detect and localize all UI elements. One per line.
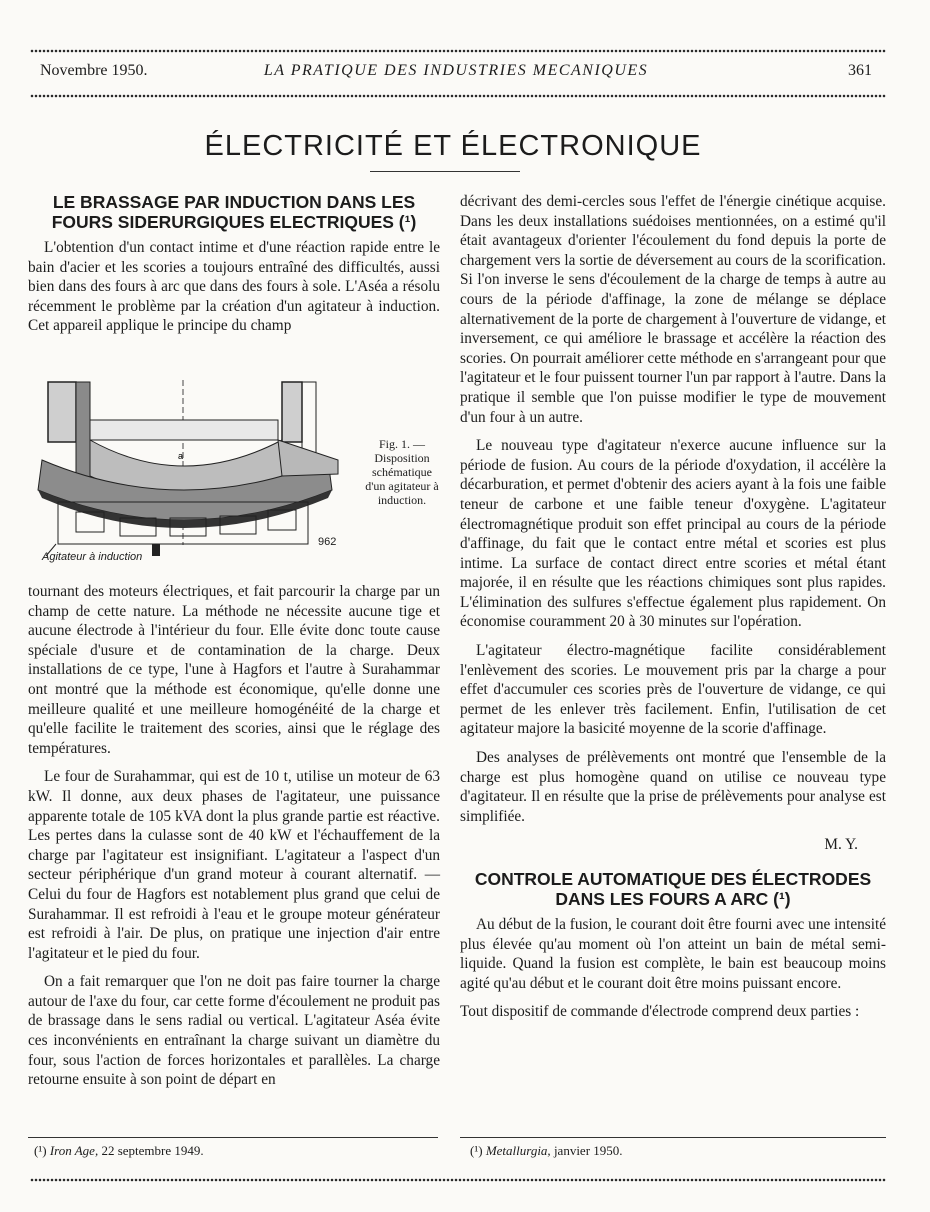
- footnote-date: janvier 1950.: [553, 1143, 623, 1158]
- footnote-date: 22 septembre 1949.: [101, 1143, 204, 1158]
- footnote-mark: (¹): [34, 1143, 47, 1158]
- footnote-left: [34, 1143, 204, 1159]
- footnote-rule-left: [28, 1137, 438, 1138]
- title-rule: [370, 171, 520, 172]
- footnote-mark: (¹): [470, 1143, 483, 1158]
- figure-label-a: a: [178, 451, 184, 461]
- article1-paragraph: décrivant des demi-cercles sous l'effet de l'énergie cinétique acquise. Dans les deux installations suédoises mentionnées, on a estimé qu'il était avantageux d'orienter l'écoulement du fond depuis la porte de chargement vers la sortie de déversement au cours de la scorification. Si l'on inverse le sens d'écoulement de la charge de temps à autre au cours de la période d'affinage, la zone de mélange se déplace alternativement de la porte de chargement à l'ouverture de vidange, et inversement, ce qui améliore le brassage et accélère la réaction des scories. On pourrait améliorer cette méthode en s'arrangeant pour que l'agitateur et le four puissent tourner l'un par rapport à l'autre. Dans la pratique il semble que l'on puisse modifier le type de mouvement d'un four à un autre.: [460, 193, 886, 426]
- section-title: ÉLECTRICITÉ ET ÉLECTRONIQUE: [204, 130, 702, 162]
- figure-label-agitateur: Agitateur à induction: [42, 551, 143, 563]
- footnote-source: Metallurgia,: [485, 1143, 551, 1158]
- header-journal: LA PRATIQUE DES INDUSTRIES MECANIQUES: [263, 62, 649, 79]
- article1-paragraph: Le nouveau type d'agitateur n'exerce aucune influence sur la période de fusion. Au cours de la période d'oxydation, il accélère la décarburation, et permet d'obtenir des aciers ayant à la fois une faible teneur de carbone et une faible teneur d'oxygène. L'agitateur électromagnétique produit son effet principal au cours de la période d'affinage, du fait que le contact entre métal et scories est plus intime. La surface de contact direct entre scories et métal étant majorée, il en résulte que les réactions chimiques sont plus rapides. L'élimination des sulfures s'effectue également plus rapidement. On économise couramment 20 à 30 minutes sur l'opération.: [460, 437, 886, 631]
- article1-title: LE BRASSAGE PAR INDUCTION DANS LES FOURS SIDERURGIQUES ELECTRIQUES (¹): [51, 192, 417, 232]
- article2-paragraph: Au début de la fusion, le courant doit être fourni avec une intensité plus élevée qu'au moment où l'on atteint un bain de métal semi-liquide. Quand la fusion est complète, le bain est beaucoup moins agité qu'au début et le courant doit être moins puissant encore.: [460, 916, 886, 992]
- left-column-top: [28, 192, 440, 345]
- header-date: Novembre 1950.: [40, 62, 148, 79]
- figure-1: [28, 380, 438, 578]
- article1-signature: M. Y.: [824, 836, 858, 854]
- article2-title: CONTROLE AUTOMATIQUE DES ÉLECTRODES DANS LES FOURS A ARC (¹): [474, 869, 872, 909]
- article2-paragraph: Tout dispositif de commande d'électrode comprend deux parties :: [460, 1003, 860, 1021]
- header-dotted-rule: [30, 94, 886, 98]
- figure-caption: Fig. 1. — Disposition schématique d'un agitateur à induction.: [365, 437, 439, 507]
- top-dotted-rule: [30, 49, 886, 53]
- article1-paragraph: L'agitateur électro-magnétique facilite considérablement l'enlèvement des scories. Le mouvement pris par la charge a pour effet d'accumuler ces scories près de l'ouverture de vidange, ce qui permet de les enlever très facilement. Enfin, l'utilisation de cet agitateur majore la basicité moyenne de la scorie d'affinage.: [460, 642, 886, 738]
- article1-paragraph: tournant des moteurs électriques, et fait parcourir la charge par un champ de cette nature. La méthode ne nécessite aucune tige et aucune électrode à l'intérieur du four. Elle évite donc toute cause spéciale d'usure et de contamination de la charge. Deux installations de ce type, l'une à Hagfors et l'autre à Surahammar ont montré que la méthode est économique, qu'elle donne une meilleure qualité et une meilleure homogénéité de la charge et qu'elle facilite le traitement des scories, ainsi que le réglage des températures.: [28, 583, 440, 757]
- right-column: [460, 192, 886, 1031]
- furnace-diagram: [28, 380, 358, 570]
- figure-number-label: 962: [318, 536, 337, 548]
- footnote-rule-right: [460, 1137, 886, 1138]
- article1-paragraph: Des analyses de prélèvements ont montré que l'ensemble de la charge est plus homogène quand on utilise ce nouveau type d'agitateur. Il en résulte que la prise de prélèvements pour analyse est simplifiée.: [460, 749, 886, 825]
- article1-paragraph: On a fait remarquer que l'on ne doit pas faire tourner la charge autour de l'axe du four, car cette forme d'écoulement ne produit pas de brassage dans le sens radial ou vertical. L'agitateur Aséa évite ces inconvénients en entraînant la charge suivant un diamètre du four, sous l'action de forces horizontales et parallèles. La charge retourne ensuite à son point de départ en: [28, 973, 440, 1089]
- footnote-right: [470, 1143, 623, 1159]
- article1-paragraph: L'obtention d'un contact intime et d'une réaction rapide entre le bain d'acier et les scories a toujours entraîné des difficultés, aussi bien dans des fours à arc que dans des fours à sole. L'Aséa a résolu récemment le problème par la création d'un agitateur à induction. Cet appareil applique le principe du champ: [28, 239, 440, 335]
- running-header: [40, 58, 872, 86]
- footnote-source: Iron Age,: [49, 1143, 99, 1158]
- header-page-number: 361: [848, 62, 872, 79]
- bottom-dotted-rule: [30, 1178, 886, 1182]
- left-column-bottom: [28, 582, 440, 1099]
- article1-paragraph: Le four de Surahammar, qui est de 10 t, utilise un moteur de 63 kW. Il donne, aux deux phases de l'agitateur, une puissance apparente totale de 105 kVA dont la plus grande partie est réactive. Les pertes dans la culasse sont de 40 kW et l'échauffement de la charge par l'agitateur est insignifiant. L'agitateur a l'aspect d'un secteur périphérique d'un grand moteur à courant alternatif. — Celui du four de Hagfors est notablement plus grand que celui de Surahammar. Il est refroidi à l'eau et le groupe moteur générateur est refroidi à l'air. De plus, on pratique une injection d'air entre l'agitateur et le pied du four.: [28, 768, 440, 962]
